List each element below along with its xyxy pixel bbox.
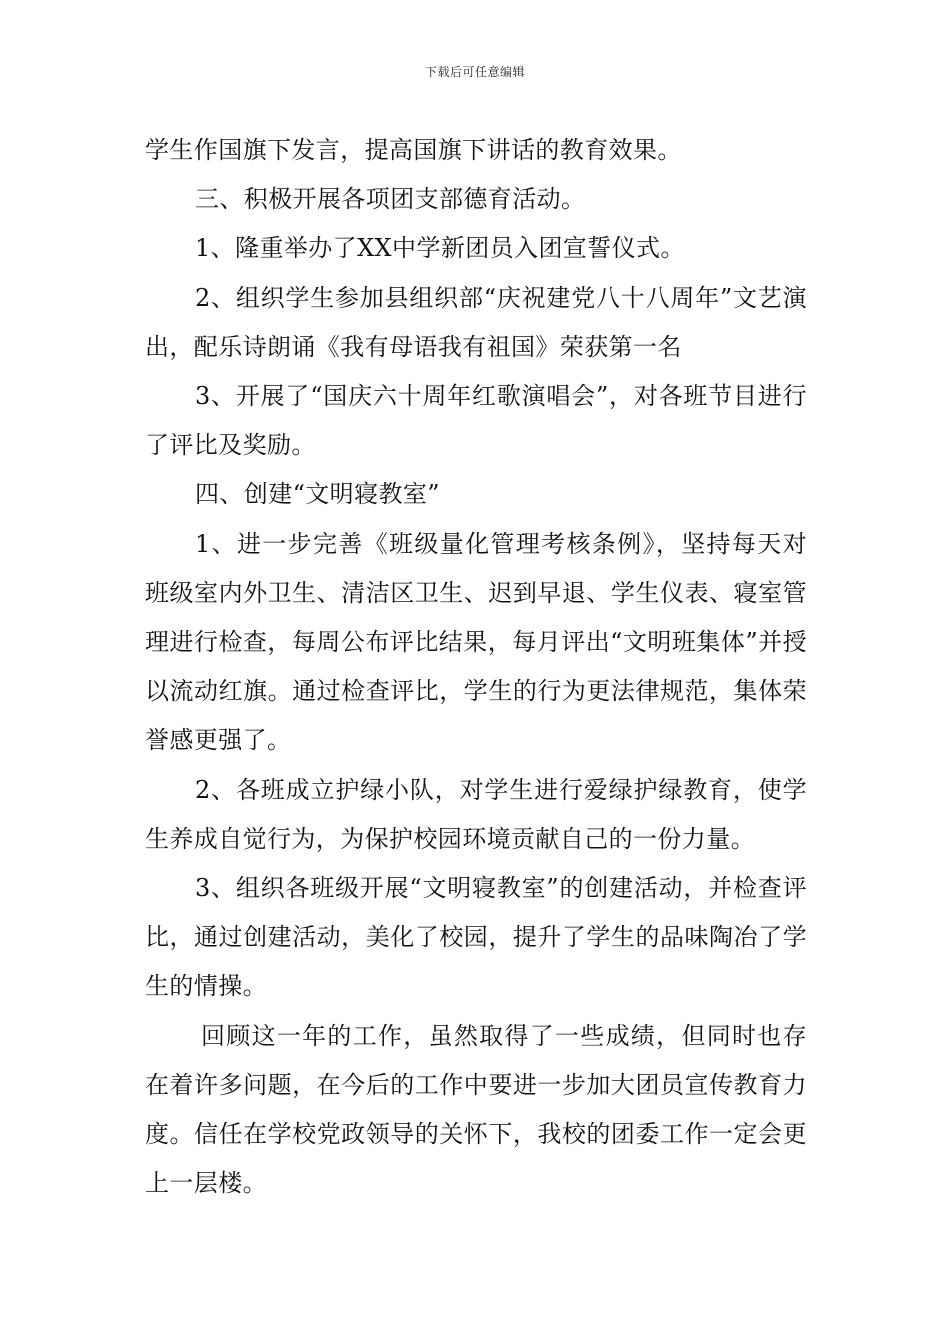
paragraph-item: 1、进一步完善《班级量化管理考核条例》，坚持每天对班级室内外卫生、清洁区卫生、迟到早退、学生仪表、寝室管理进行检查，每周公布评比结果，每月评出“文明班集体”并授以流动红旗。通过检查评比，学生的行为更法律规范，集体荣誉感更强了。 [145, 529, 807, 755]
document-body [145, 126, 807, 1208]
paragraph-conclusion: 回顾这一年的工作，虽然取得了一些成绩，但同时也存在着许多问题，在今后的工作中要进一步加大团员宣传教育力度。信任在学校党政领导的关怀下，我校的团委工作一定会更上一层楼。 [145, 1021, 807, 1198]
paragraph-item: 2、组织学生参加县组织部“庆祝建党八十八周年”文艺演出，配乐诗朗诵《我有母语我有祖国》荣获第一名 [145, 283, 807, 361]
paragraph-item: 1、隆重举办了XX中学新团员入团宣誓仪式。 [195, 234, 685, 263]
section-heading-4: 四、创建“文明寝教室” [195, 480, 440, 509]
page-header-note: 下载后可任意编辑 [424, 65, 525, 79]
section-heading-3: 三、积极开展各项团支部德育活动。 [195, 185, 586, 214]
paragraph-item: 2、各班成立护绿小队，对学生进行爱绿护绿教育，使学生养成自觉行为，为保护校园环境贡献自己的一份力量。 [145, 775, 807, 853]
paragraph-item: 3、组织各班级开展“文明寝教室”的创建活动，并检查评比，通过创建活动，美化了校园，提升了学生的品味陶冶了学生的情操。 [145, 874, 807, 1001]
paragraph-continuation: 学生作国旗下发言，提高国旗下讲话的教育效果。 [145, 136, 682, 164]
paragraph-item: 3、开展了“国庆六十周年红歌演唱会”，对各班节目进行了评比及奖励。 [145, 382, 807, 460]
